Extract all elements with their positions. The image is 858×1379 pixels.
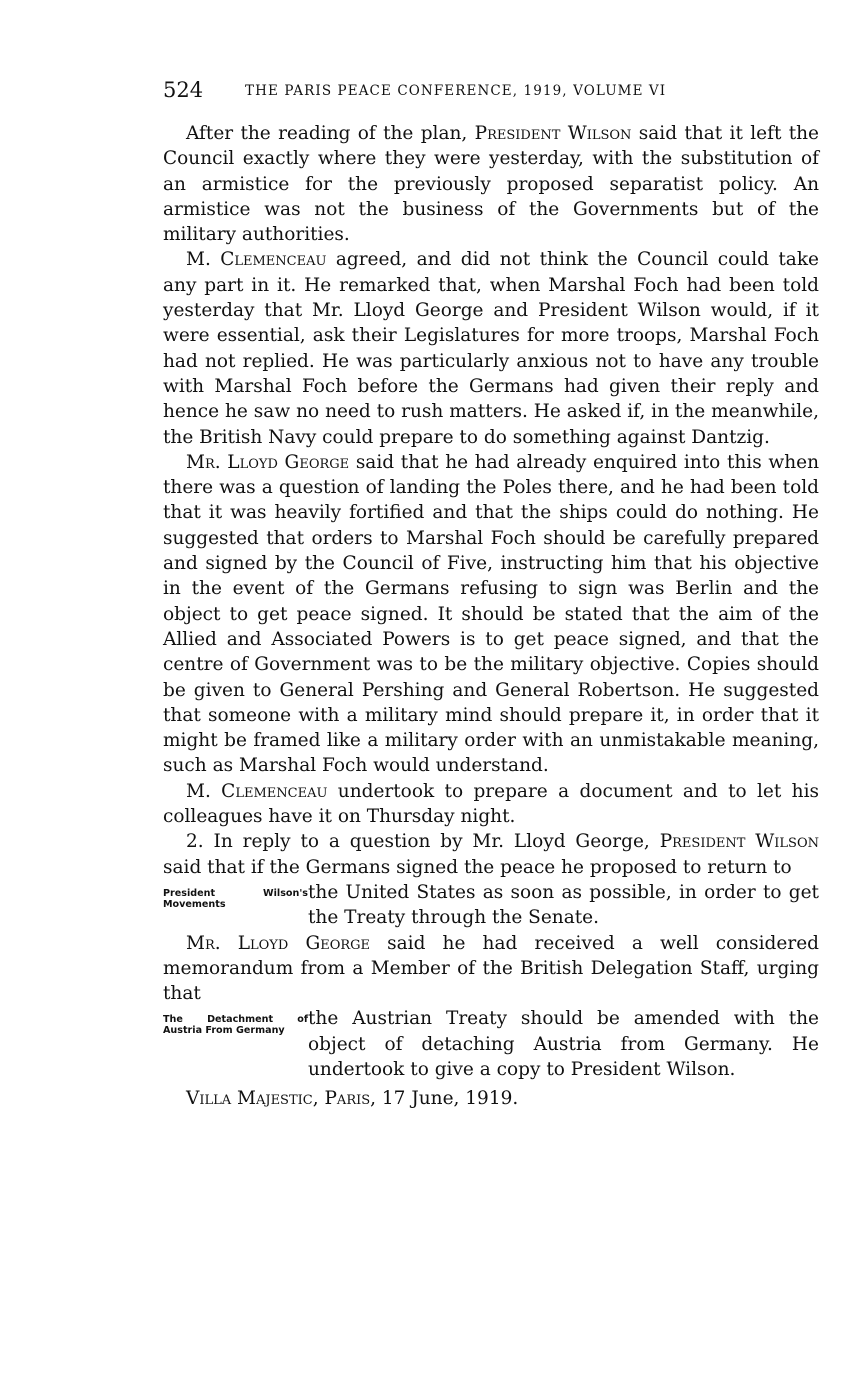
p6-text-b: the Austrian Treaty should be amended with the object of detaching Austria from Germany. He undertook to give a copy to President Wilson. bbox=[308, 1008, 819, 1080]
p1-text: said that it left the Council exactly where they were yesterday, with the substitution of an armistice for the previously proposed separatist policy. An armistice was not the business of the Governments but of the military authorities. bbox=[163, 123, 820, 246]
marginal-note-wilson-movements: President Wilson's Movements bbox=[163, 887, 308, 910]
signature-line bbox=[163, 1086, 819, 1111]
p4-text: undertook to prepare a document and to let his colleagues have it on Thursday night. bbox=[163, 780, 819, 828]
p1-lead: After the reading of the plan, bbox=[186, 123, 468, 144]
signature-date: 17 June, 1919. bbox=[376, 1088, 519, 1110]
speaker-name: M. Clemenceau bbox=[186, 780, 328, 802]
page-number: 524 bbox=[163, 78, 204, 102]
p2-text: agreed, and did not think the Council could take any part in it. He remarked that, when Marshal Foch had been told yesterday that Mr. Lloyd George and President Wilson would, if it were essential, ask their Legislatures for more troops, Marshal Foch had not replied. He was particularly anxious not to have any trouble with Marshal Foch before the Germans had given their reply and hence he saw no need to rush matters. He asked if, in the meanwhile, the British Navy could prepare to do something against Dantzig. bbox=[163, 249, 819, 448]
paragraph-6-with-sidenote bbox=[163, 1006, 819, 1082]
speaker-name: President Wilson bbox=[659, 831, 819, 853]
p5-text-b: the United States as soon as possible, in order to get the Treaty through the Senate. bbox=[308, 881, 819, 929]
paragraph-1 bbox=[163, 121, 819, 247]
body-text bbox=[163, 121, 819, 1112]
p5-text-a: said that if the Germans signed the peace he proposed to return to bbox=[163, 856, 792, 878]
page-header bbox=[163, 78, 823, 106]
paragraph-3 bbox=[163, 450, 819, 779]
paragraph-4 bbox=[163, 779, 819, 830]
p3-text: said that he had already enquired into this when there was a question of landing the Poles there, and he had been told that it was heavily fortified and that the ships could do nothing. He suggested that orders to Marshal Foch should be carefully prepared and signed by the Council of Five, instructing him that his objective in the event of the Germans refusing to sign was Berlin and the object to get peace signed. It should be stated that the aim of the Allied and Associated Powers is to get peace signed, and that the centre of Government was to be the military objective. Copies should be given to General Pershing and General Robertson. He suggested that someone with a military mind should prepare it, in order that it might be framed like a military order with an unmistakable meaning, such as Marshal Foch would understand. bbox=[163, 451, 819, 777]
speaker-name: Mr. Lloyd George bbox=[186, 932, 371, 954]
speaker-name: President Wilson bbox=[474, 123, 632, 144]
paragraph-2 bbox=[163, 247, 819, 449]
marginal-note-austria-detachment: The Detachment of Austria From Germany bbox=[163, 1014, 308, 1037]
signature-place: Villa Majestic, Paris, bbox=[186, 1088, 377, 1110]
running-head: THE PARIS PEACE CONFERENCE, 1919, VOLUME VI bbox=[245, 83, 667, 99]
speaker-name: Mr. Lloyd George bbox=[186, 451, 350, 473]
paragraph-5-with-sidenote bbox=[163, 880, 819, 931]
p5-lead: 2. In reply to a question by Mr. Lloyd George, bbox=[186, 831, 650, 853]
paragraph-5 bbox=[163, 829, 819, 880]
p6-text-a: said he had received a well considered memorandum from a Member of the British Delegation Staff, urging that bbox=[163, 932, 819, 1005]
paragraph-6 bbox=[163, 931, 819, 1007]
speaker-name: M. Clemenceau bbox=[186, 249, 327, 271]
